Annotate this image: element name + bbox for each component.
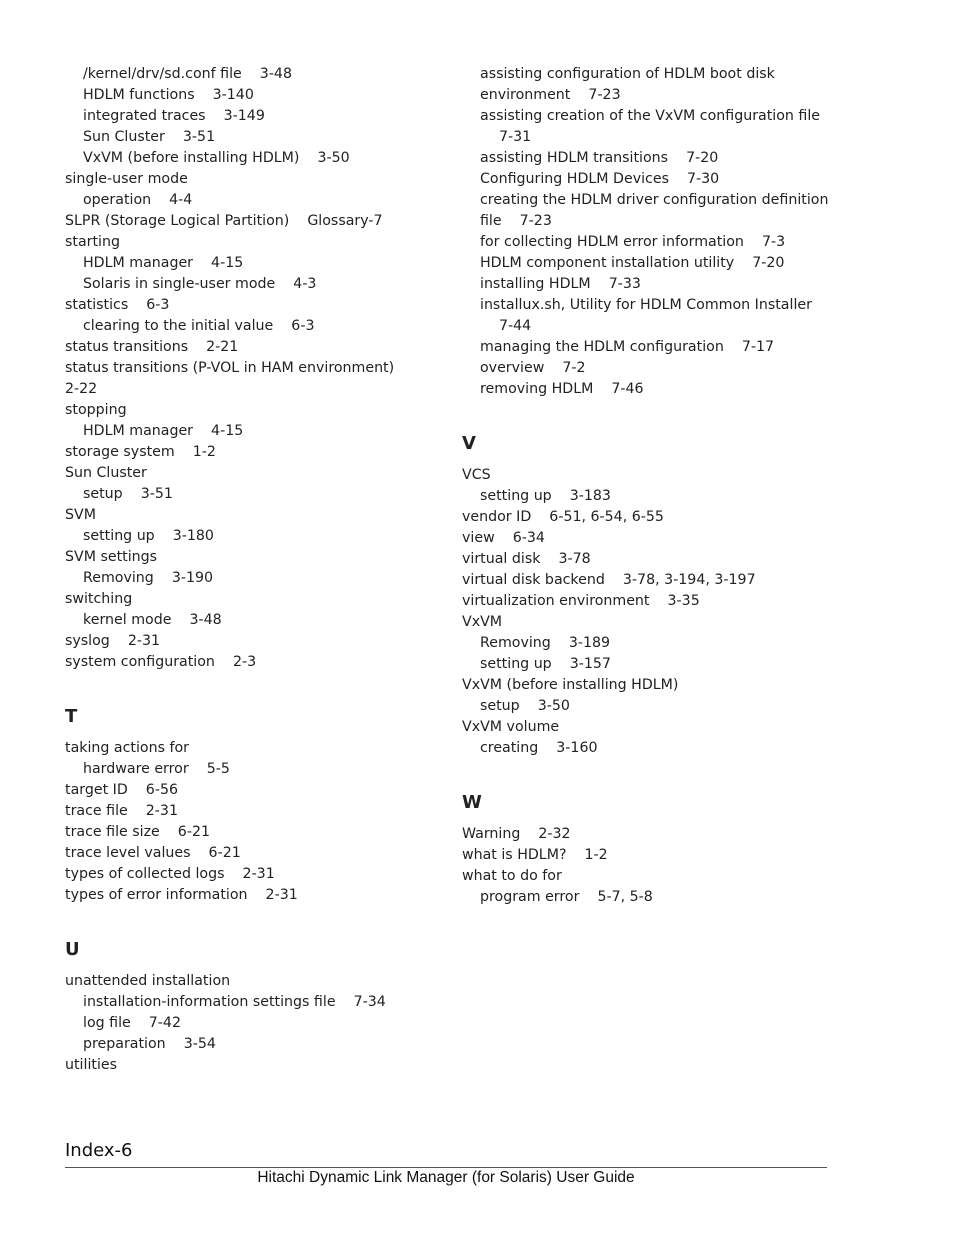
index-entry: target ID 6-56	[65, 782, 178, 798]
index-subentry: HDLM component installation utility 7-20	[480, 255, 785, 271]
index-subentry: setting up 3-157	[480, 656, 611, 672]
index-subentry: Configuring HDLM Devices 7-30	[480, 171, 720, 187]
index-column-right	[462, 64, 832, 908]
index-entry: what to do for	[462, 868, 562, 884]
index-entry: SVM settings	[65, 549, 158, 565]
index-subentry: installux.sh, Utility for HDLM Common Installer	[480, 297, 812, 313]
index-subentry: for collecting HDLM error information 7-3	[480, 234, 786, 250]
index-column-left	[65, 64, 440, 1076]
index-entry: taking actions for	[65, 740, 190, 756]
index-entry: system configuration 2-3	[65, 654, 257, 670]
index-entry: status transitions 2-21	[65, 339, 239, 355]
index-subentry: preparation 3-54	[83, 1036, 216, 1052]
index-subentry: hardware error 5-5	[83, 761, 230, 777]
index-entry: types of collected logs 2-31	[65, 866, 275, 882]
index-subentry: /kernel/drv/sd.conf file 3-48	[83, 66, 292, 82]
index-subentry: removing HDLM 7-46	[480, 381, 644, 397]
index-entry: status transitions (P-VOL in HAM environment)	[65, 360, 395, 376]
index-entry: 2-22	[65, 381, 98, 397]
index-entry: VxVM	[462, 614, 503, 630]
index-subentry: creating the HDLM driver configuration definition	[480, 192, 829, 208]
index-subentry: setup 3-50	[480, 698, 570, 714]
index-entry: SVM	[65, 507, 96, 523]
section-letter: U	[65, 939, 80, 960]
index-subentry: file 7-23	[480, 213, 552, 229]
index-entry: virtual disk backend 3-78, 3-194, 3-197	[462, 572, 756, 588]
index-subentry: installing HDLM 7-33	[480, 276, 641, 292]
index-entry: VxVM (before installing HDLM)	[462, 677, 679, 693]
index-subentry: setting up 3-180	[83, 528, 214, 544]
index-entry: Warning 2-32	[462, 826, 571, 842]
index-subentry: 7-31	[499, 129, 532, 145]
index-entry: Sun Cluster	[65, 465, 147, 481]
index-subentry: VxVM (before installing HDLM) 3-50	[83, 150, 350, 166]
index-subentry: Removing 3-190	[83, 570, 214, 586]
index-subentry: program error 5-7, 5-8	[480, 889, 653, 905]
index-entry: switching	[65, 591, 133, 607]
index-subentry: operation 4-4	[83, 192, 193, 208]
index-entry: virtualization environment 3-35	[462, 593, 700, 609]
index-subentry: managing the HDLM configuration 7-17	[480, 339, 775, 355]
index-subentry: assisting configuration of HDLM boot disk	[480, 66, 775, 82]
index-subentry: environment 7-23	[480, 87, 621, 103]
section-letter: W	[462, 792, 482, 813]
section-letter: V	[462, 433, 476, 454]
index-entry: virtual disk 3-78	[462, 551, 591, 567]
index-subentry: Removing 3-189	[480, 635, 611, 651]
index-entry: VxVM volume	[462, 719, 560, 735]
index-subentry: HDLM manager 4-15	[83, 423, 244, 439]
index-entry: vendor ID 6-51, 6-54, 6-55	[462, 509, 664, 525]
index-entry: utilities	[65, 1057, 118, 1073]
index-entry: storage system 1-2	[65, 444, 216, 460]
index-entry: VCS	[462, 467, 491, 483]
index-subentry: installation-information settings file 7-34	[83, 994, 386, 1010]
index-entry: what is HDLM? 1-2	[462, 847, 608, 863]
index-entry: trace file size 6-21	[65, 824, 210, 840]
index-subentry: Solaris in single-user mode 4-3	[83, 276, 317, 292]
index-entry: trace file 2-31	[65, 803, 178, 819]
index-subentry: setting up 3-183	[480, 488, 611, 504]
index-subentry: log file 7-42	[83, 1015, 181, 1031]
index-subentry: creating 3-160	[480, 740, 598, 756]
index-subentry: kernel mode 3-48	[83, 612, 222, 628]
index-entry: types of error information 2-31	[65, 887, 298, 903]
index-subentry: 7-44	[499, 318, 532, 334]
index-subentry: integrated traces 3-149	[83, 108, 265, 124]
index-entry: stopping	[65, 402, 127, 418]
index-subentry: Sun Cluster 3-51	[83, 129, 216, 145]
book-title: Hitachi Dynamic Link Manager (for Solaris) User Guide	[257, 1169, 635, 1186]
index-subentry: setup 3-51	[83, 486, 173, 502]
section-letter: T	[65, 706, 78, 727]
index-entry: trace level values 6-21	[65, 845, 241, 861]
page-number: Index-6	[65, 1140, 133, 1161]
index-entry: statistics 6-3	[65, 297, 170, 313]
index-subentry: assisting HDLM transitions 7-20	[480, 150, 719, 166]
index-entry: unattended installation	[65, 973, 231, 989]
index-subentry: clearing to the initial value 6-3	[83, 318, 315, 334]
index-entry: single-user mode	[65, 171, 188, 187]
index-subentry: overview 7-2	[480, 360, 586, 376]
index-entry: syslog 2-31	[65, 633, 161, 649]
index-entry: SLPR (Storage Logical Partition) Glossary-7	[65, 213, 383, 229]
index-subentry: HDLM manager 4-15	[83, 255, 244, 271]
index-entry: starting	[65, 234, 120, 250]
index-entry: view 6-34	[462, 530, 545, 546]
index-subentry: assisting creation of the VxVM configuration file	[480, 108, 821, 124]
index-subentry: HDLM functions 3-140	[83, 87, 254, 103]
